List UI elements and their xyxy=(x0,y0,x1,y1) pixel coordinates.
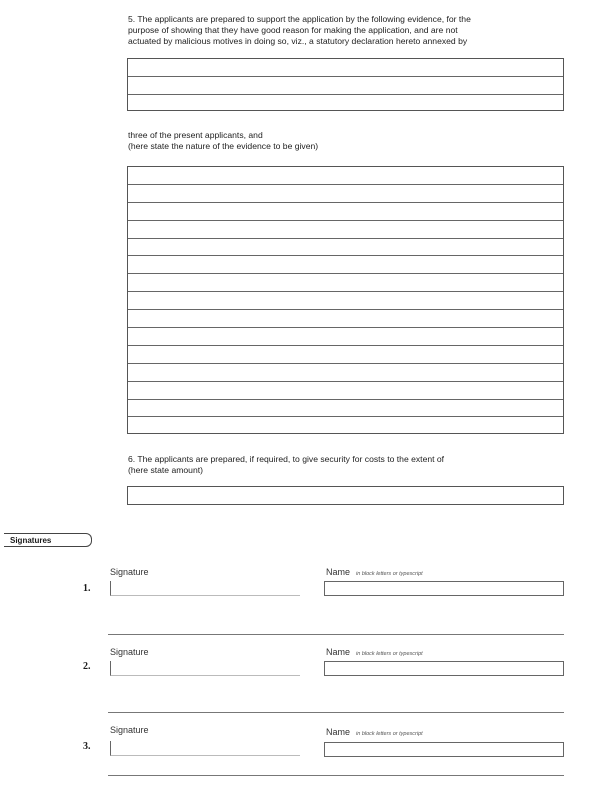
evidence-intro-text xyxy=(128,130,548,152)
name-label: Name in block letters or typescript xyxy=(326,567,423,577)
name-field-2[interactable] xyxy=(324,661,564,676)
text-line: 6. The applicants are prepared, if required, to give security for costs to the extent of xyxy=(128,454,445,464)
name-note: in block letters or typescript xyxy=(356,651,423,657)
text-line: three of the present applicants, and xyxy=(128,130,263,140)
entry-number: 3. xyxy=(83,741,91,752)
security-amount-field[interactable] xyxy=(127,486,564,505)
name-field-1[interactable] xyxy=(324,581,564,596)
separator-line xyxy=(108,712,564,713)
evidence-box[interactable] xyxy=(127,166,564,434)
signature-field-1[interactable] xyxy=(110,581,300,596)
name-label: Name in block letters or typescript xyxy=(326,727,423,737)
name-label: Name in block letters or typescript xyxy=(326,647,423,657)
name-note: in block letters or typescript xyxy=(356,571,423,577)
entry-number: 2. xyxy=(83,661,91,672)
text-line: (here state the nature of the evidence to be given) xyxy=(128,141,319,151)
separator-line xyxy=(108,634,564,635)
signature-label: Signature xyxy=(110,567,149,577)
signature-label: Signature xyxy=(110,647,149,657)
text-line: actuated by malicious motives in doing so, viz., a statutory declaration hereto annexed by xyxy=(128,36,468,46)
text-line: (here state amount) xyxy=(128,465,203,475)
text-line: purpose of showing that they have good reason for making the application, and are not xyxy=(128,25,458,35)
section-6-text xyxy=(128,454,548,476)
signature-field-3[interactable] xyxy=(110,741,300,756)
name-field-3[interactable] xyxy=(324,742,564,757)
signature-field-2[interactable] xyxy=(110,661,300,676)
declarant-box[interactable] xyxy=(127,58,564,111)
name-note: in block letters or typescript xyxy=(356,731,423,737)
section-5-text xyxy=(128,14,568,47)
separator-line xyxy=(108,775,564,776)
entry-number: 1. xyxy=(83,583,91,594)
signatures-heading: Signatures xyxy=(4,533,92,547)
text-line: 5. The applicants are prepared to support the application by the following evidence, for the xyxy=(128,14,471,24)
signature-label: Signature xyxy=(110,725,149,735)
